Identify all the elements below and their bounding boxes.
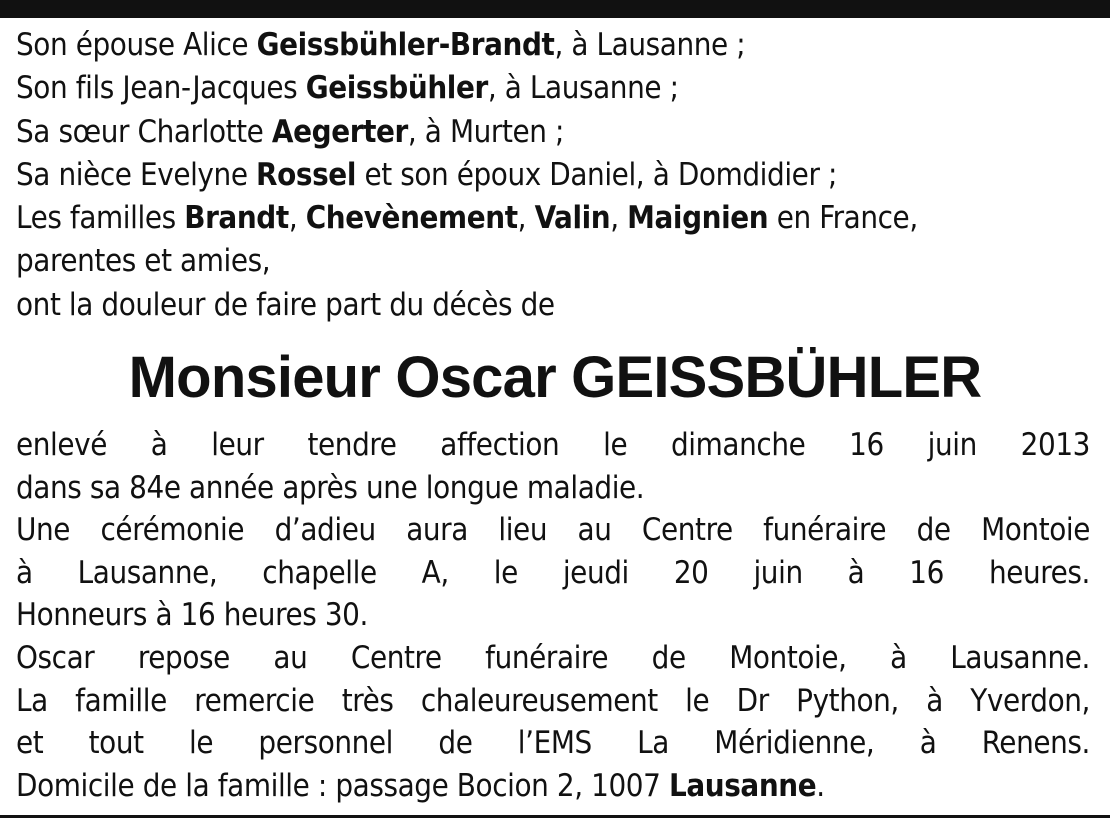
city: Lausanne: [668, 767, 817, 804]
family-line-sister: Sa sœur Charlotte Aegerter, à Murten ;: [16, 113, 564, 150]
surname: Rossel: [256, 156, 356, 193]
surname: Geissbühler: [305, 70, 488, 107]
body-line: dans sa 84e année après une longue maladie.: [16, 469, 645, 506]
surname: Aegerter: [271, 113, 408, 150]
obituary-body: [16, 424, 1090, 807]
deceased-name: Monsieur Oscar GEISSBÜHLER: [128, 345, 982, 410]
announcement-line: ont la douleur de faire part du décès de: [16, 286, 555, 323]
body-line: Une cérémonie d’adieu aura lieu au Centre funéraire de Montoie: [16, 512, 1090, 549]
family-list: [16, 24, 1096, 327]
body-line: enlevé à leur tendre affection le dimanche 16 juin 2013: [16, 427, 1090, 463]
family-line-spouse: Son épouse Alice Geissbühler-Brandt, à Lausanne ;: [16, 27, 746, 63]
body-line: et tout le personnel de l’EMS La Méridienne, à Renens.: [16, 725, 1090, 762]
body-line: Honneurs à 16 heures 30.: [16, 597, 368, 634]
body-line: à Lausanne, chapelle A, le jeudi 20 juin à 16 heures.: [16, 554, 1090, 591]
surname: Maignien: [627, 200, 769, 237]
domicile-line: Domicile de la famille : passage Bocion 2, 1007 Lausanne.: [16, 767, 825, 804]
family-line-son: Son fils Jean-Jacques Geissbühler, à Lausanne ;: [16, 70, 679, 107]
surname: Geissbühler-Brandt: [256, 27, 555, 63]
families-line: Les familles Brandt, Chevènement, Valin, Maignien en France,: [16, 200, 918, 237]
top-rule: [0, 0, 1110, 18]
surname: Brandt: [184, 200, 289, 237]
surname: Chevènement: [305, 200, 518, 237]
relatives-line: parentes et amies,: [16, 243, 271, 280]
surname: Valin: [534, 200, 611, 237]
bottom-rule: [0, 815, 1110, 818]
body-line: La famille remercie très chaleureusement le Dr Python, à Yverdon,: [16, 682, 1090, 719]
family-line-niece: Sa nièce Evelyne Rossel et son époux Daniel, à Domdidier ;: [16, 156, 837, 193]
body-line: Oscar repose au Centre funéraire de Montoie, à Lausanne.: [16, 639, 1090, 676]
